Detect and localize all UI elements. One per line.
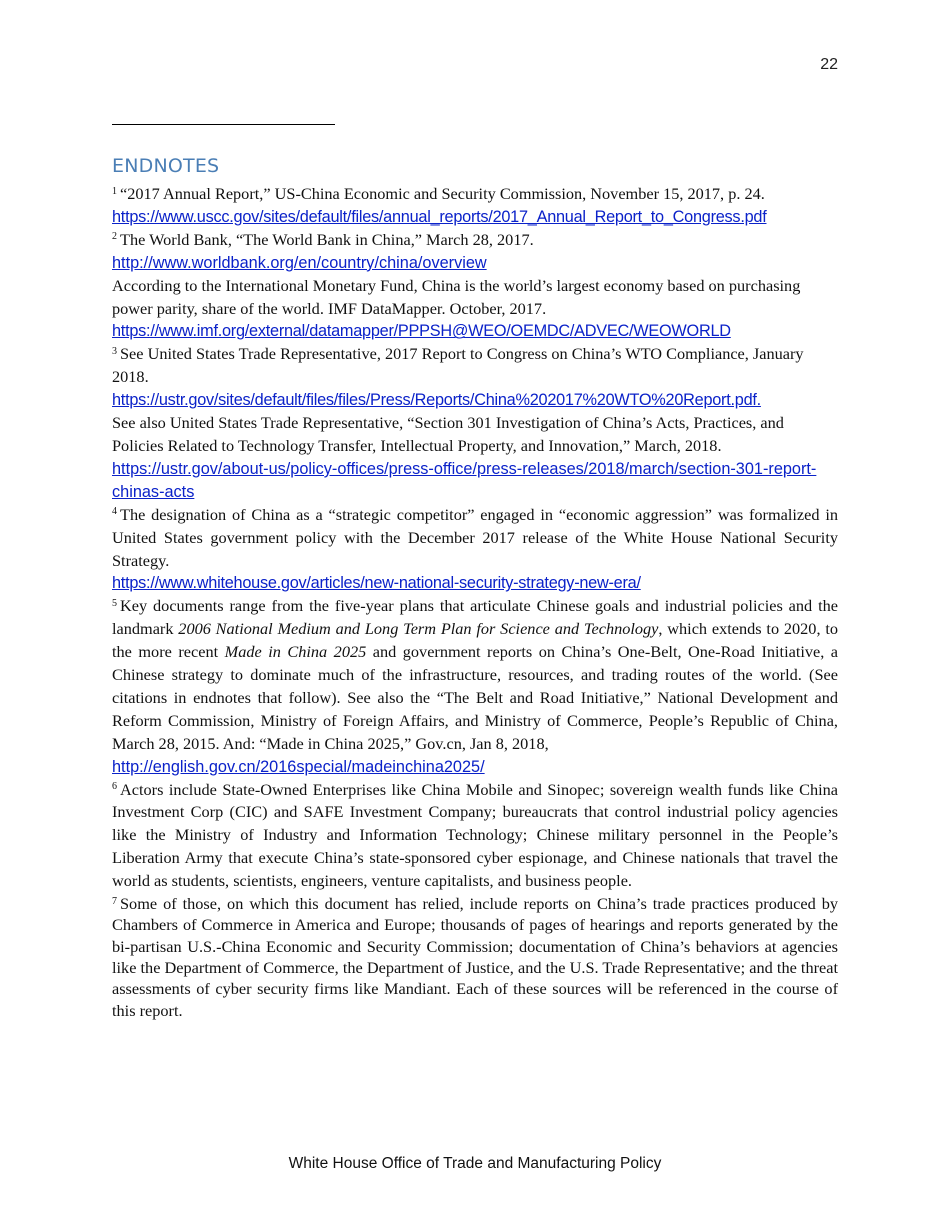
endnote-link[interactable]: https://www.uscc.gov/sites/default/files/annual_reports/2017_Annual_Report_to_Congress.pdf bbox=[112, 207, 767, 226]
endnote-number: 7 bbox=[112, 895, 117, 907]
endnote-1 bbox=[112, 183, 838, 229]
endnote-4 bbox=[112, 504, 838, 596]
endnote-number: 5 bbox=[112, 597, 117, 609]
page-number: 22 bbox=[820, 56, 838, 73]
endnote-text: , which extends to 2020, to the more recent bbox=[112, 619, 838, 662]
endnote-link[interactable]: https://www.whitehouse.gov/articles/new-national-security-strategy-new-era/ bbox=[112, 574, 641, 593]
endnote-number: 6 bbox=[112, 781, 117, 793]
endnotes-heading: ENDNOTES bbox=[112, 155, 220, 177]
endnote-link[interactable]: http://english.gov.cn/2016special/madeinchina2025/ bbox=[112, 757, 485, 776]
endnote-5 bbox=[112, 595, 838, 778]
endnote-text: See United States Trade Representative, 2017 Report to Congress on China’s WTO Compliance, January 2018. bbox=[112, 344, 804, 387]
endnote-text: Actors include State-Owned Enterprises like China Mobile and Sinopec; sovereign wealth funds like China Investment Corp (CIC) and SAFE Investment Company; bureaucrats that control industrial policy agencies like the Ministry of Industry and Information Technology; Chinese military personnel in the People’s Liberation Army that execute China’s state-sponsored cyber espionage, and Chinese nationals that travel the world as students, scientists, engineers, venture capitalists, and business people. bbox=[112, 779, 838, 891]
endnote-link-2[interactable]: https://www.imf.org/external/datamapper/PPPSH@WEO/OEMDC/ADVEC/WEOWORLD bbox=[112, 322, 731, 341]
endnote-title-italic: 2006 National Medium and Long Term Plan for Science and Technology bbox=[178, 619, 659, 639]
endnote-text: and government reports on China’s One-Belt, One-Road Initiative, a Chinese strategy to dominate much of the infrastructure, resources, and trading routes of the world. (See citations in endnotes that follow). See also the “The Belt and Road Initiative,” National Development and Reform Commission, Ministry of Foreign Affairs, and Ministry of Commerce, People’s Republic of China, March 28, 2015. And: “Made in China 2025,” Gov.cn, Jan 8, 2018, bbox=[112, 642, 839, 753]
endnote-text-continued: According to the International Monetary Fund, China is the world’s largest economy based on purchasing power parity, share of the world. IMF DataMapper. October, 2017. bbox=[112, 275, 801, 318]
endnote-text: The World Bank, “The World Bank in China,” March 28, 2017. bbox=[120, 229, 534, 249]
footnote-separator bbox=[112, 124, 335, 125]
endnote-link[interactable]: https://ustr.gov/sites/default/files/files/Press/Reports/China%202017%20WTO%20Report.pdf. bbox=[112, 391, 761, 410]
page-footer: White House Office of Trade and Manufacturing Policy bbox=[288, 1155, 662, 1172]
endnote-3 bbox=[112, 343, 838, 503]
endnote-number: 4 bbox=[112, 506, 117, 518]
endnote-title-italic: Made in China 2025 bbox=[224, 642, 367, 662]
endnote-2 bbox=[112, 229, 838, 344]
endnote-text: Some of those, on which this document has relied, include reports on China’s trade practices produced by Chambers of Commerce in America and Europe; thousands of pages of hearings and reports generated by the bi-partisan U.S.-China Economic and Security Commission; documentation of China’s behaviors at agencies like the Department of Commerce, the Department of Justice, and the U.S. Trade Representative; and the threat assessments of cyber security firms like Mandiant. Each of these sources will be referenced in the course of this report. bbox=[112, 894, 838, 1020]
endnote-number: 2 bbox=[112, 231, 117, 243]
endnote-number: 3 bbox=[112, 345, 117, 357]
endnote-6 bbox=[112, 779, 838, 894]
endnote-text-continued: See also United States Trade Representative, “Section 301 Investigation of China’s Acts, Practices, and Policies Related to Technology Transfer, Intellectual Property, and Innovation,” March, 2018. bbox=[112, 413, 784, 455]
endnote-link[interactable]: http://www.worldbank.org/en/country/china/overview bbox=[112, 253, 487, 272]
endnote-number: 1 bbox=[112, 185, 117, 197]
endnote-7 bbox=[112, 893, 838, 1021]
endnote-link-2[interactable]: https://ustr.gov/about-us/policy-offices/press-office/press-releases/2018/march/section-301-report-chinas-acts bbox=[112, 459, 817, 501]
endnote-text: “2017 Annual Report,” US-China Economic and Security Commission, November 15, 2017, p. 24. bbox=[120, 184, 765, 203]
endnotes-list bbox=[112, 183, 838, 1021]
endnote-text: Key documents range from the five-year plans that articulate Chinese goals and industrial policies and the landmark bbox=[112, 596, 838, 639]
endnote-text: The designation of China as a “strategic competitor” engaged in “economic aggression” was formalized in United States government policy with the December 2017 release of the White House National Security Strategy. bbox=[112, 504, 838, 570]
